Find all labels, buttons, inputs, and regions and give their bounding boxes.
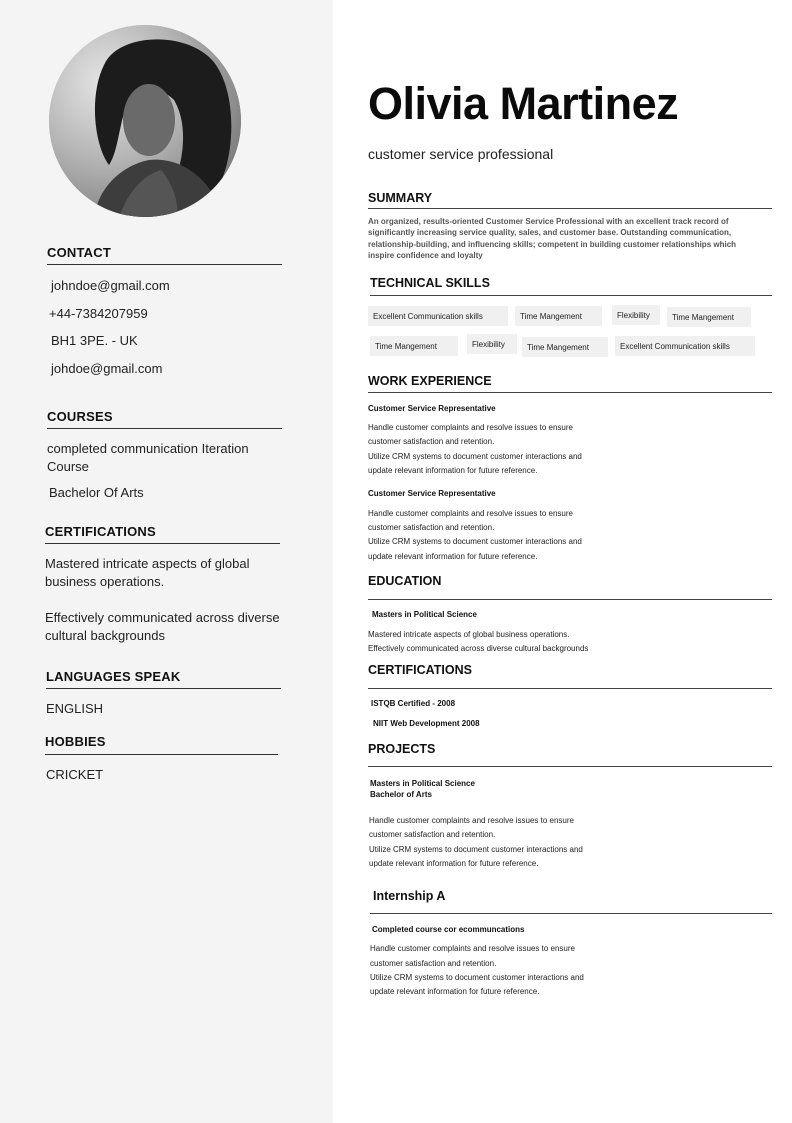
skill-chip: Time Mangement xyxy=(522,337,608,357)
job-title: Customer Service Representative xyxy=(368,489,496,498)
language-item-1: ENGLISH xyxy=(46,701,104,716)
work-divider xyxy=(368,392,772,393)
work-heading: WORK EXPERIENCE xyxy=(368,374,492,388)
job-line: update relevant information for future reference. xyxy=(368,466,538,475)
job-line: Utilize CRM systems to document customer interactions and xyxy=(368,537,582,546)
languages-divider xyxy=(46,688,281,689)
contact-phone[interactable]: +44-7384207959 xyxy=(49,306,148,321)
languages-heading: LANGUAGES SPEAK xyxy=(46,669,181,684)
side-certification-item-1: Mastered intricate aspects of global business operations. xyxy=(45,556,250,589)
side-certifications-heading: CERTIFICATIONS xyxy=(45,524,156,539)
skill-chip: Excellent Communication skills xyxy=(368,306,508,326)
education-line: Effectively communicated across diverse cultural backgrounds xyxy=(368,644,589,653)
job-title: Customer Service Representative xyxy=(368,404,496,413)
side-certifications-divider xyxy=(45,543,280,544)
contact-address: BH1 3PE. - UK xyxy=(51,333,138,348)
project-line: Handle customer complaints and resolve issues to ensure xyxy=(369,816,574,825)
hobby-item-1: CRICKET xyxy=(46,767,104,782)
main-certifications-divider xyxy=(368,688,772,689)
internship-subtitle: Completed course cor ecommuncations xyxy=(372,925,525,934)
hobbies-heading: HOBBIES xyxy=(45,734,106,749)
skill-chip: Flexibility xyxy=(612,305,660,325)
project-line: Utilize CRM systems to document customer interactions and xyxy=(369,845,583,854)
skill-chip: Flexibility xyxy=(467,334,517,354)
candidate-role: customer service professional xyxy=(368,146,554,162)
contact-heading: CONTACT xyxy=(47,245,111,260)
education-divider xyxy=(368,599,772,600)
job-line: Handle customer complaints and resolve issues to ensure xyxy=(368,509,573,518)
summary-divider xyxy=(368,208,772,209)
internship-line: Handle customer complaints and resolve issues to ensure xyxy=(370,944,575,953)
course-item-1: completed communication Iteration Course xyxy=(47,441,249,474)
contact-email-2[interactable]: johdoe@gmail.com xyxy=(51,361,163,376)
main-certification-item: NIIT Web Development 2008 xyxy=(373,719,480,728)
contact-divider xyxy=(47,264,282,265)
project-line: update relevant information for future reference. xyxy=(369,859,539,868)
project-subtitle: Bachelor of Arts xyxy=(370,790,432,799)
project-subtitle: Masters in Political Science xyxy=(370,779,475,788)
portrait-image xyxy=(49,25,241,217)
education-heading: EDUCATION xyxy=(368,574,442,588)
side-certification-item-2: Effectively communicated across diverse cultural backgrounds xyxy=(45,610,280,643)
summary-text: An organized, results-oriented Customer Service Professional with an excellent track record of significantly increasing service quality, sales, and customer base. Outstanding communication, relationship-building, and influencing skills; competent in building customer relationships which inspire confidence and loyalty xyxy=(368,217,737,260)
job-line: Utilize CRM systems to document customer interactions and xyxy=(368,452,582,461)
project-line: customer satisfaction and retention. xyxy=(369,830,496,839)
avatar xyxy=(49,25,241,217)
skill-chip: Time Mangement xyxy=(667,307,751,327)
candidate-name: Olivia Martinez xyxy=(368,78,679,129)
hobbies-divider xyxy=(45,754,278,755)
education-degree: Masters in Political Science xyxy=(372,610,477,619)
main-content xyxy=(333,0,792,1123)
projects-divider xyxy=(368,766,772,767)
job-line: update relevant information for future reference. xyxy=(368,552,538,561)
job-line: Handle customer complaints and resolve issues to ensure xyxy=(368,423,573,432)
projects-heading: PROJECTS xyxy=(368,742,436,756)
contact-email[interactable]: johndoe@gmail.com xyxy=(51,278,170,293)
courses-heading: COURSES xyxy=(47,409,113,424)
internship-divider xyxy=(370,913,772,914)
job-line: customer satisfaction and retention. xyxy=(368,437,495,446)
internship-line: update relevant information for future reference. xyxy=(370,987,540,996)
main-certifications-heading: CERTIFICATIONS xyxy=(368,663,472,677)
skills-divider xyxy=(370,295,772,296)
courses-divider xyxy=(47,428,282,429)
summary-heading: SUMMARY xyxy=(368,191,433,205)
main-certification-item: ISTQB Certified - 2008 xyxy=(371,699,456,708)
skill-chip: Time Mangement xyxy=(515,306,602,326)
course-item-2: Bachelor Of Arts xyxy=(49,485,144,500)
skills-heading: TECHNICAL SKILLS xyxy=(370,276,490,290)
internship-line: customer satisfaction and retention. xyxy=(370,959,497,968)
skill-chip: Time Mangement xyxy=(370,336,458,356)
skill-chip: Excellent Communication skills xyxy=(615,336,755,356)
sidebar xyxy=(0,0,333,1123)
job-line: customer satisfaction and retention. xyxy=(368,523,495,532)
internship-heading: Internship A xyxy=(373,889,446,903)
internship-line: Utilize CRM systems to document customer interactions and xyxy=(370,973,584,982)
education-line: Mastered intricate aspects of global business operations. xyxy=(368,630,570,639)
